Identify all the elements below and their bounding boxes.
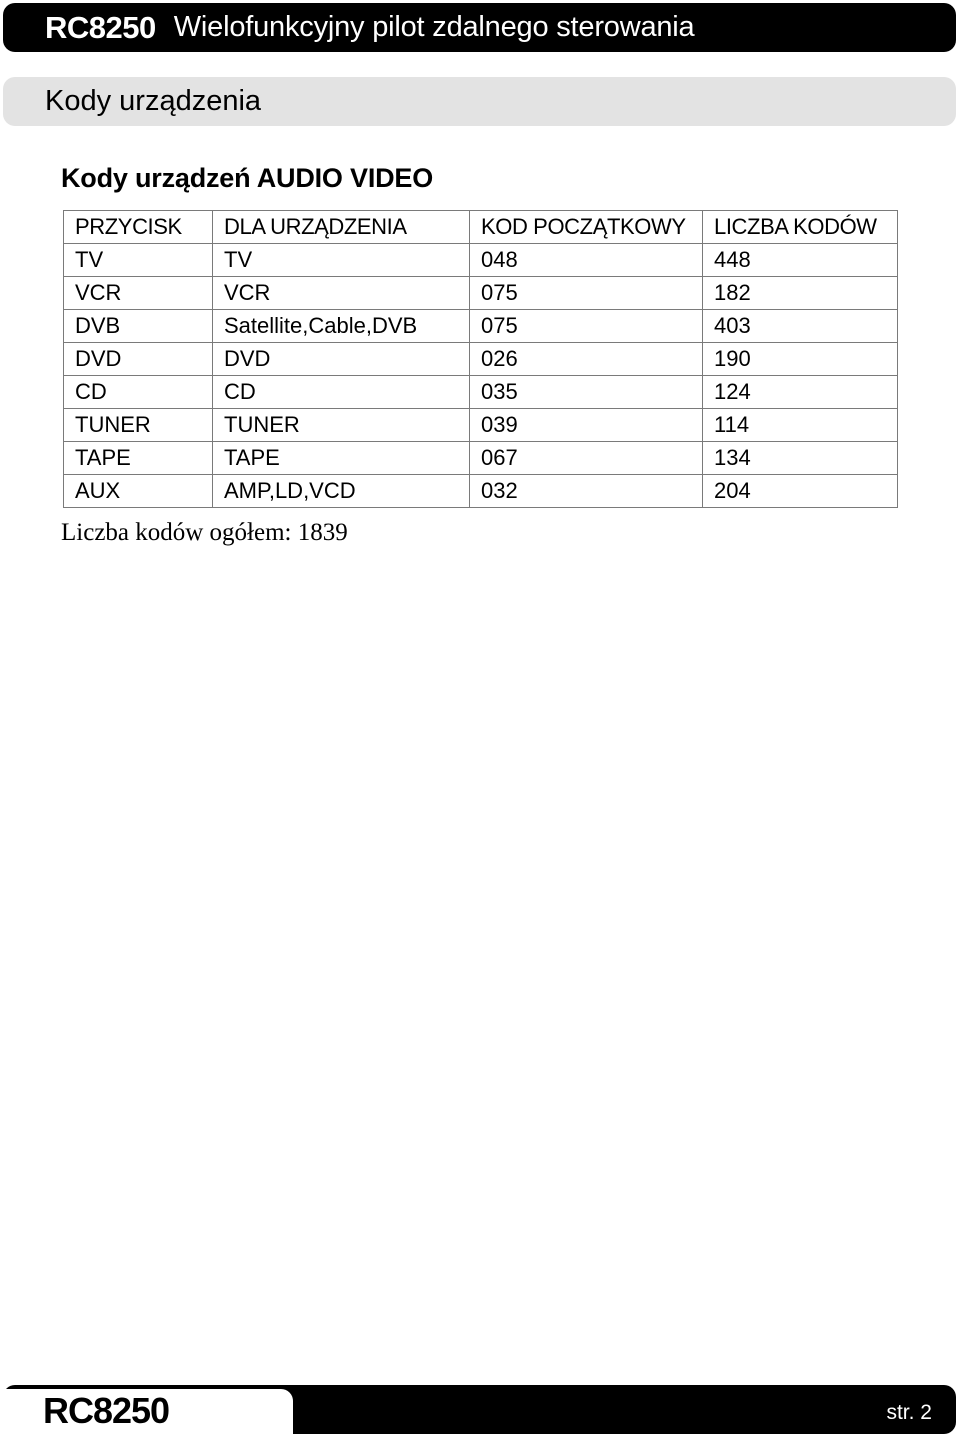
cell-start-code: 035 [470,376,703,409]
cell-button: DVD [64,343,213,376]
header-title: Wielofunkcyjny pilot zdalnego sterowania [173,11,695,43]
cell-code-count: 403 [703,310,898,343]
cell-start-code: 026 [470,343,703,376]
cell-device: CD [213,376,470,409]
cell-code-count: 134 [703,442,898,475]
cell-start-code: 067 [470,442,703,475]
cell-code-count: 114 [703,409,898,442]
cell-start-code: 048 [470,244,703,277]
cell-device: TAPE [213,442,470,475]
cell-start-code: 032 [470,475,703,508]
cell-button: TAPE [64,442,213,475]
table-row [64,343,898,376]
cell-button: TV [64,244,213,277]
page-number: str. 2 [886,1401,932,1424]
cell-button: AUX [64,475,213,508]
cell-device: Satellite,Cable,DVB [213,310,470,343]
footer-model: RC8250 [43,1390,170,1431]
cell-device: TUNER [213,409,470,442]
table-row [64,409,898,442]
cell-button: VCR [64,277,213,310]
cell-device: VCR [213,277,470,310]
total-codes-text: Liczba kodów ogółem: 1839 [61,519,348,546]
cell-code-count: 182 [703,277,898,310]
header-model: RC8250 [45,9,156,45]
section-title: Kody urządzenia [45,85,262,117]
table-row [64,244,898,277]
cell-code-count: 204 [703,475,898,508]
table-row [64,310,898,343]
cell-button: CD [64,376,213,409]
cell-start-code: 039 [470,409,703,442]
cell-button: DVB [64,310,213,343]
cell-device: DVD [213,343,470,376]
section-bar [3,77,956,126]
cell-code-count: 448 [703,244,898,277]
cell-code-count: 124 [703,376,898,409]
table-row [64,442,898,475]
cell-start-code: 075 [470,310,703,343]
cell-device: AMP,LD,VCD [213,475,470,508]
column-header-button: PRZYCISK [64,211,213,244]
cell-device: TV [213,244,470,277]
cell-start-code: 075 [470,277,703,310]
column-header-start-code: KOD POCZĄTKOWY [470,211,703,244]
table-row [64,376,898,409]
header-bar [3,3,956,52]
table-heading: Kody urządzeń AUDIO VIDEO [61,163,434,193]
column-header-code-count: LICZBA KODÓW [703,211,898,244]
codes-table [63,210,898,508]
cell-button: TUNER [64,409,213,442]
table-header-row [64,211,898,244]
cell-code-count: 190 [703,343,898,376]
table-row [64,277,898,310]
column-header-device: DLA URZĄDZENIA [213,211,470,244]
table-row [64,475,898,508]
